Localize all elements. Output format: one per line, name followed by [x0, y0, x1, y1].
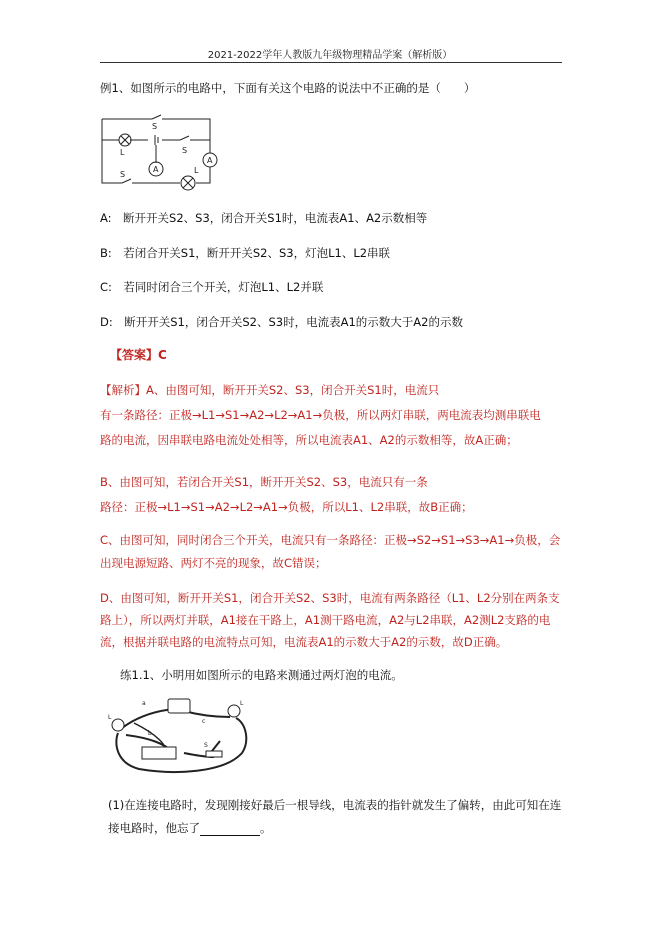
- label-a1: A: [153, 165, 159, 174]
- analysis-a-line1: 【解析】A、由图可知，断开开关S2、S3，闭合开关S1时，电流只: [100, 383, 440, 397]
- label-s2: S: [182, 146, 188, 155]
- analysis-a-line3: 路的电流，因串联电路电流处处相等，所以电流表A1、A2的示数相等，故A正确；: [100, 433, 518, 447]
- analysis-d-line1: D、由图可知，断开开关S1，闭合开关S2、S3时，电流有两条路径（L1、L2分别在两条支: [100, 591, 560, 605]
- label2-a: a: [142, 700, 146, 707]
- circuit-diagram-2: [104, 693, 254, 775]
- option-c: C: 若同时闭合三个开关，灯泡L1、L2并联: [100, 280, 324, 294]
- analysis-d-line2: 路上），所以两灯并联，A1接在干路上，A1测干路电流，A2与L2串联，A2测L2支路的电: [100, 613, 551, 627]
- question-1-text: 接电路时，他忘了: [108, 821, 200, 835]
- label2-c: c: [202, 718, 206, 725]
- page-header: 2021-2022学年人教版九年级物理精品学案（解析版）: [207, 50, 453, 61]
- label-s1: S: [152, 122, 158, 131]
- label2-s: S: [204, 742, 208, 749]
- header-divider: [100, 62, 562, 63]
- circuit-diagram-1: [100, 113, 218, 193]
- question-1-line1: (1)在连接电路时，发现刚接好最后一根导线，电流表的指针就发生了偏转，由此可知在连: [108, 798, 562, 812]
- question-1-line2: [108, 821, 576, 836]
- label-s3: S: [120, 170, 126, 179]
- label2-l1: L: [240, 700, 244, 707]
- option-d: D: 断开开关S1，闭合开关S2、S3时，电流表A1的示数大于A2的示数: [100, 315, 463, 329]
- label2-b: b: [148, 730, 152, 737]
- option-b: B: 若闭合开关S1，断开开关S2、S3，灯泡L1、L2串联: [100, 246, 391, 260]
- answer: 【答案】C: [110, 348, 167, 362]
- analysis-a-line2: 有一条路径：正极→L1→S1→A2→L2→A1→负极，所以两灯串联，两电流表均测串联电: [100, 408, 541, 422]
- label2-l2: L: [108, 714, 112, 721]
- option-a: A: 断开开关S2、S3，闭合开关S1时，电流表A1、A2示数相等: [100, 211, 428, 225]
- analysis-c-line1: C、由图可知，同时闭合三个开关，电流只有一条路径：正极→S2→S1→S3→A1→负极，会: [100, 533, 561, 547]
- example-question: 例1、如图所示的电路中，下面有关这个电路的说法中不正确的是（ ）: [100, 81, 476, 95]
- label-l2: L: [194, 166, 199, 175]
- analysis-b-line2: 路径：正极→L1→S1→A2→L2→A1→负极，所以L1、L2串联，故B正确；: [100, 500, 473, 514]
- analysis-c-line2: 出现电源短路、两灯不亮的现象，故C错误；: [100, 556, 327, 570]
- label-l1: L: [120, 148, 125, 157]
- exercise-title: 练1.1、小明用如图所示的电路来测通过两灯泡的电流。: [120, 668, 403, 682]
- answer-blank[interactable]: [200, 823, 260, 836]
- question-1-end: 。: [260, 821, 272, 835]
- label-a2: A: [207, 156, 213, 165]
- analysis-b-line1: B、由图可知，若闭合开关S1，断开开关S2、S3，电流只有一条: [100, 475, 428, 489]
- analysis-d-line3: 流，根据并联电路的电流特点可知，电流表A1的示数大于A2的示数，故D正确。: [100, 635, 508, 649]
